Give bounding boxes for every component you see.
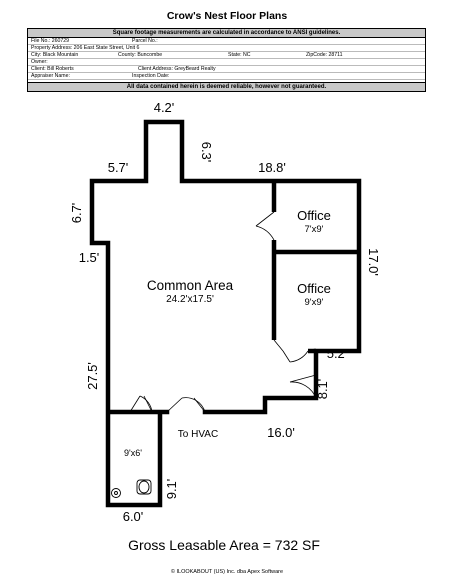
page-title: Crow's Nest Floor Plans	[166, 10, 288, 22]
dimension-label: 17.0'	[366, 248, 381, 276]
hvac-label: To HVAC	[177, 429, 219, 440]
copyright-footer: © ILOOKABOUT (US) Inc. dba Apex Software	[170, 569, 284, 575]
bath-size: 9'x6'	[124, 448, 142, 458]
dimension-label: 5.7'	[107, 160, 129, 175]
parcel-number: Parcel No.:	[132, 38, 158, 44]
bath-door	[130, 396, 152, 412]
state: State: NC	[228, 52, 251, 58]
common-area-size: 24.2'x17.5'	[166, 294, 214, 305]
entry-door	[290, 375, 316, 398]
gross-leasable-area: Gross Leasable Area = 732 SF	[128, 537, 320, 553]
dimension-label: 4.2'	[153, 100, 175, 115]
office1-size: 7'x9'	[304, 224, 324, 235]
owner: Owner:	[31, 59, 48, 65]
dimension-label: 6.3'	[199, 141, 214, 163]
office2-size: 9'x9'	[304, 297, 324, 308]
sink-icon	[112, 489, 121, 498]
office1-door	[256, 212, 274, 240]
county: County: Buncombe	[118, 52, 163, 58]
client: Client: Bill Roberts	[31, 66, 74, 72]
ansi-notice-banner: Square footage measurements are calculated in accordance to ANSI guidelines.	[28, 29, 425, 38]
dimension-label: 16.0'	[267, 425, 295, 440]
office2-door	[274, 340, 308, 362]
dimension-label: 8.1'	[315, 378, 330, 400]
dimension-label: 9.1'	[164, 478, 179, 500]
disclaimer-banner: All data contained herein is deemed reliable, however not guaranteed.	[28, 82, 425, 91]
appraiser-name: Appraiser Name:	[31, 73, 70, 79]
property-address: Property Address: 206 East State Street, Unit 6	[31, 45, 140, 51]
office1-name: Office	[297, 208, 331, 223]
common-area-name: Common Area	[146, 278, 234, 293]
dimension-label: 27.5'	[85, 362, 100, 390]
dimension-label: 6.7'	[69, 202, 84, 224]
dimension-label: 6.0'	[122, 509, 144, 524]
city: City: Black Mountain	[31, 52, 79, 58]
dimension-label: 5.2'	[326, 346, 348, 361]
client-address: Client Address: GreyBeard Realty	[138, 66, 216, 72]
dimension-label: 1.5'	[78, 250, 100, 265]
file-number: File No.: 260729	[31, 38, 70, 44]
toilet-icon	[137, 480, 151, 494]
hvac-door	[167, 398, 205, 412]
dimension-label: 18.8'	[258, 160, 286, 175]
zip-code: ZipCode: 28711	[306, 52, 343, 58]
inspection-date: Inspection Date:	[132, 73, 170, 79]
office2-name: Office	[297, 281, 331, 296]
